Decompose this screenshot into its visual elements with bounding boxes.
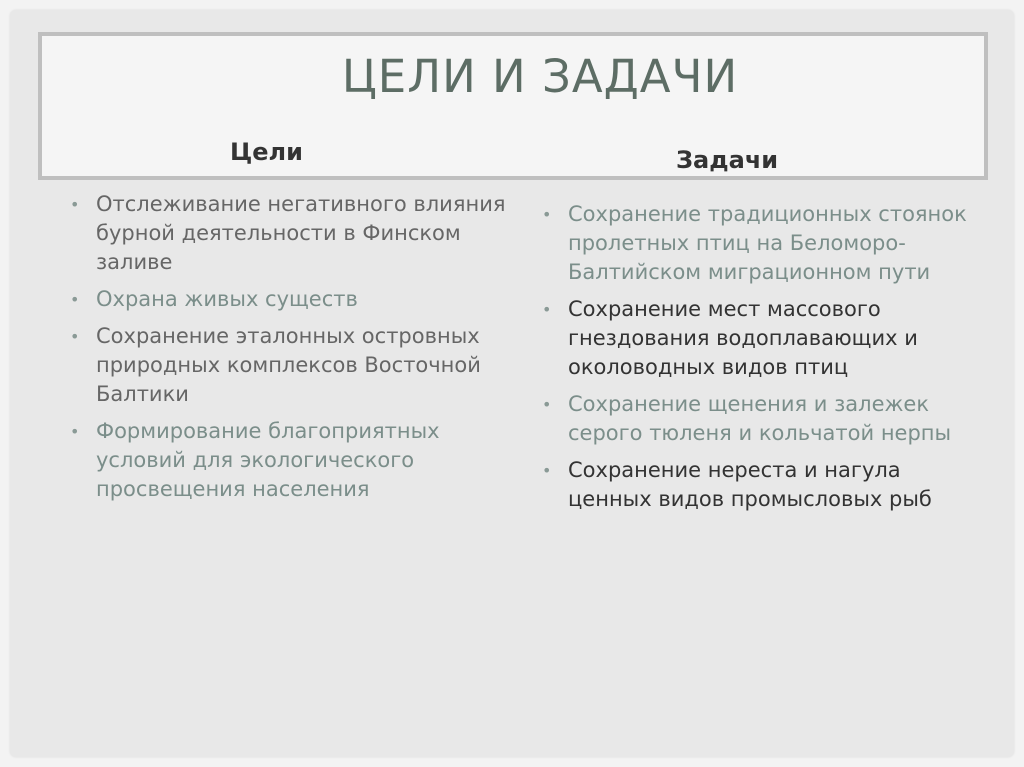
goals-list-item bbox=[70, 417, 510, 504]
goal-text: Формирование благоприятных условий для экологического просвещения населения bbox=[96, 419, 440, 501]
tasks-list-item bbox=[542, 295, 982, 382]
tasks-list-item bbox=[542, 390, 982, 448]
bullet-icon: • bbox=[70, 195, 80, 214]
tasks-heading: Задачи bbox=[676, 146, 779, 174]
task-text: Сохранение традиционных стоянок пролетных птиц на Беломоро-Балтийском миграционном пути bbox=[568, 202, 967, 284]
goals-list bbox=[70, 190, 510, 512]
goals-list-item bbox=[70, 190, 510, 277]
bullet-icon: • bbox=[542, 395, 552, 414]
goal-text: Охрана живых существ bbox=[96, 287, 358, 311]
tasks-list-item bbox=[542, 456, 982, 514]
slide bbox=[10, 10, 1014, 757]
goals-heading: Цели bbox=[230, 138, 303, 166]
bullet-icon: • bbox=[70, 290, 80, 309]
tasks-list-item bbox=[542, 200, 982, 287]
bullet-icon: • bbox=[542, 205, 552, 224]
goal-text: Отслеживание негативного влияния бурной деятельности в Финском заливе bbox=[96, 192, 506, 274]
bullet-icon: • bbox=[70, 327, 80, 346]
task-text: Сохранение нереста и нагула ценных видов промысловых рыб bbox=[568, 458, 932, 511]
goal-text: Сохранение эталонных островных природных комплексов Восточной Балтики bbox=[96, 324, 481, 406]
slide-title: ЦЕЛИ И ЗАДАЧИ bbox=[341, 50, 739, 103]
task-text: Сохранение щенения и залежек серого тюленя и кольчатой нерпы bbox=[568, 392, 952, 445]
goals-list-item bbox=[70, 285, 510, 314]
bullet-icon: • bbox=[542, 461, 552, 480]
goals-list-item bbox=[70, 322, 510, 409]
bullet-icon: • bbox=[542, 300, 552, 319]
task-text: Сохранение мест массового гнездования водоплавающих и околоводных видов птиц bbox=[568, 297, 918, 379]
tasks-list bbox=[542, 200, 982, 522]
bullet-icon: • bbox=[70, 422, 80, 441]
